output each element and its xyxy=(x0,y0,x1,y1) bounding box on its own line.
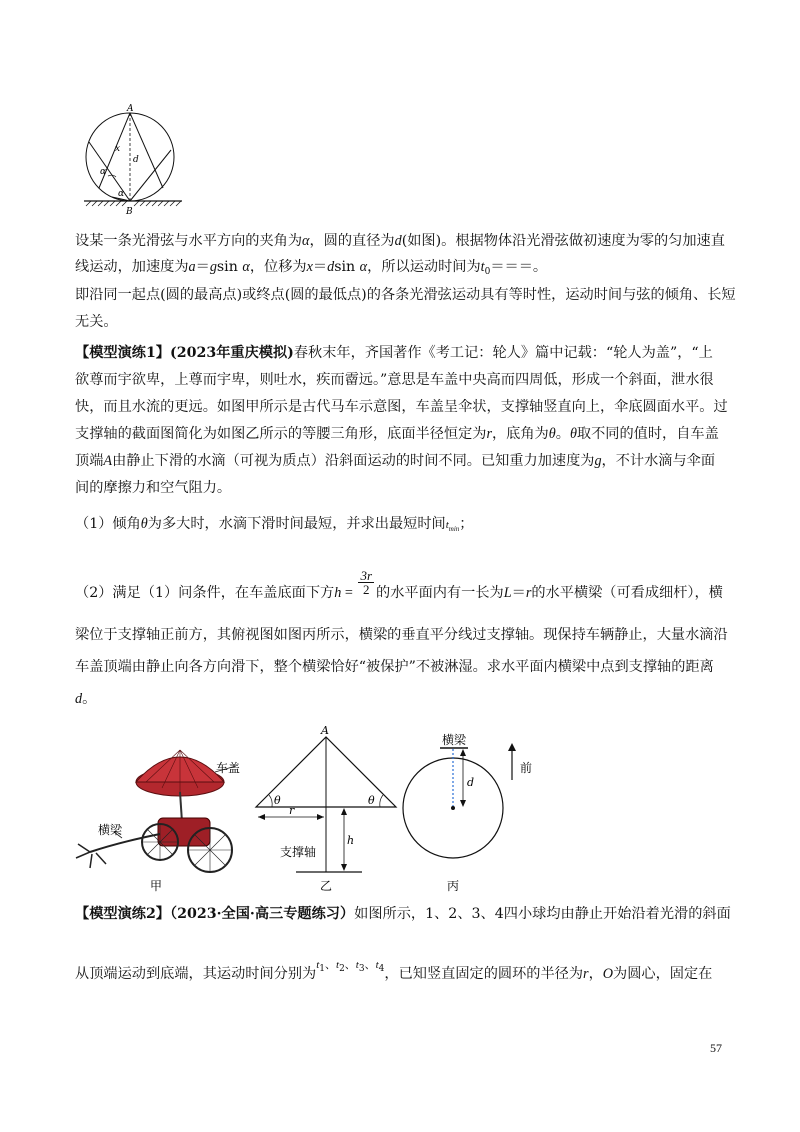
triangle-cross-section xyxy=(256,724,396,893)
ex2-heading: 【模型演练2】 xyxy=(75,906,170,922)
para1-line1: 设某一条光滑弦与水平方向的夹角为α，圆的直径为d(如图)。根据物体沿光滑弦做初速度为零的匀加速直 xyxy=(75,233,725,249)
label-A: A xyxy=(127,104,134,114)
ex2-line2: 从顶端运动到底端，其运动时间分别为$t_1$、$t_2$、$t_3$、$t_4$，已知竖直固定的圆环的半径为r，O为圆心，固定在 xyxy=(75,958,713,982)
label-jia: 甲 xyxy=(150,879,163,893)
ex1-line3: 快，而且水流的更远。如图甲所示是古代马车示意图，车盖呈伞状，支撑轴竖直向上，伞底圆面水平。过 xyxy=(75,399,728,415)
ex1-line2: 欲尊而宇欲卑，上尊而宇卑，则吐水，疾而霤远。”意思是车盖中央高而四周低，形成一个斜面，泄水很 xyxy=(75,372,714,388)
ex2-line1: 【模型演练2】（2023·全国·高三专题练习）如图所示，1、2、3、4四小球均由静止开始沿着光滑的斜面 xyxy=(75,906,731,922)
label-r: r xyxy=(289,804,295,817)
figure-carriage-set xyxy=(70,722,540,896)
label-theta-left: θ xyxy=(274,794,281,807)
para2-line2: 无关。 xyxy=(75,314,118,330)
ex1-line8: 车盖顶端由静止向各方向滑下，整个横梁恰好“被保护”不被淋湿。求水平面内横梁中点到支撑轴的距离 xyxy=(75,659,714,675)
ex1-line5: 顶端A由静止下滑的水滴（可视为质点）沿斜面运动的时间不同。已知重力加速度为g，不计水滴与伞面 xyxy=(75,453,716,469)
label-alpha-1: α xyxy=(100,167,107,177)
label-zhichengzhou: 支撑轴 xyxy=(280,845,317,859)
label-hengliang-bing: 横梁 xyxy=(442,733,467,747)
chord-right xyxy=(130,113,163,188)
theta-arc-left xyxy=(269,795,272,807)
label-h: h xyxy=(347,834,355,847)
label-x: x xyxy=(115,144,121,154)
ground-hatch xyxy=(86,201,181,206)
ex1-question1: （1）倾角θ为多大时，水滴下滑时间最短，并求出最短时间$t_{min}$； xyxy=(75,516,474,533)
label-yi: 乙 xyxy=(320,879,333,893)
forward-arrowhead xyxy=(508,743,516,751)
r-arrow-left xyxy=(258,814,265,820)
label-bing: 丙 xyxy=(447,879,460,893)
ex1-heading: 【模型演练1】 xyxy=(75,345,170,361)
ex2-source: （2023·全国·高三专题练习） xyxy=(170,906,355,922)
label-B: B xyxy=(126,207,133,217)
label-A-yi: A xyxy=(321,724,329,737)
h-arrow-bottom xyxy=(341,864,347,871)
ex1-line6: 间的摩擦力和空气阻力。 xyxy=(75,480,232,496)
r-arrow-right xyxy=(317,814,324,820)
label-alpha-2: α xyxy=(118,189,125,199)
center-dot xyxy=(451,806,455,810)
figure-circle-chords xyxy=(78,100,188,218)
label-chegai: 车盖 xyxy=(216,761,241,775)
label-d-bing: d xyxy=(467,776,475,789)
ex1-question2: （2）满足（1）问条件，在车盖底面下方h = $\frac{3r}{2}$ 的水平面内有一长为L＝r的水平横梁（可看成细杆），横 xyxy=(75,567,723,601)
para2-line1: 即沿同一起点(圆的最高点)或终点(圆的最低点)的各条光滑弦运动具有等时性，运动时间与弦的倾角、长短 xyxy=(75,287,736,303)
carriage-illustration xyxy=(76,750,240,893)
para1-line2: 线运动，加速度为a＝gsin α，位移为x＝dsin α，所以运动时间为$t_0===$。 xyxy=(75,259,548,277)
theta-arc-right xyxy=(380,795,383,807)
ex1-line7: 梁位于支撑轴正前方，其俯视图如图丙所示，横梁的垂直平分线过支撑轴。现保持车辆静止，大量水滴沿 xyxy=(75,627,728,643)
label-qian: 前 xyxy=(520,761,533,775)
label-theta-right: θ xyxy=(368,794,375,807)
d-arrow-bottom xyxy=(460,800,466,807)
angle-arc xyxy=(108,175,116,177)
ex1-line9: d。 xyxy=(75,691,97,707)
h-arrow-top xyxy=(341,808,347,815)
label-hengliang: 横梁 xyxy=(98,823,123,837)
label-d: d xyxy=(133,155,139,165)
ex1-line1: 【模型演练1】(2023年重庆模拟)春秋末年，齐国著作《考工记：轮人》篇中记载：“轮人为盖”，“上 xyxy=(75,345,713,361)
ex1-source: (2023年重庆模拟) xyxy=(170,345,294,361)
d-arrow-top xyxy=(460,749,466,756)
ex1-line4: 支撑轴的截面图简化为如图乙所示的等腰三角形，底面半径恒定为r，底角为θ。θ取不同的值时，自车盖 xyxy=(75,426,719,442)
top-view xyxy=(403,732,532,893)
page-number: 57 xyxy=(710,1041,722,1055)
